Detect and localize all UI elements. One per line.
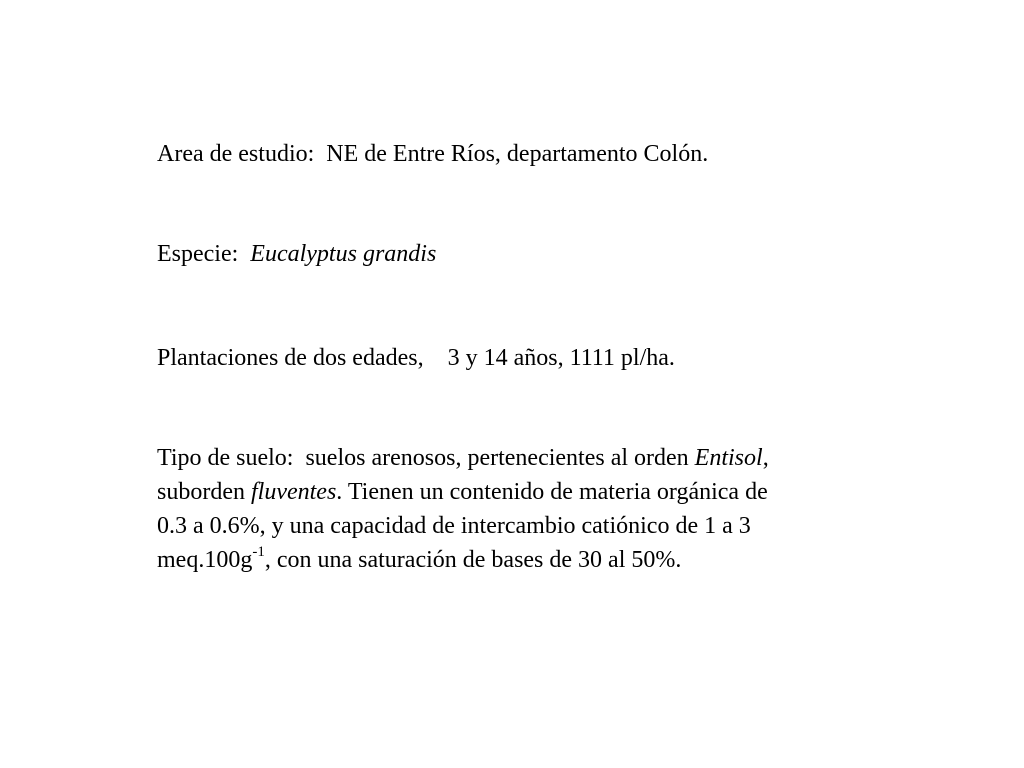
plantations-value: 3 y 14 años, 1111 pl/ha. — [447, 345, 675, 371]
soil-label: Tipo de suelo: — [157, 445, 294, 471]
soil-order-term: Entisol — [694, 445, 763, 471]
soil-line-2 — [157, 475, 917, 509]
soil-line-4-end: , con una saturación de bases de 30 al 50%. — [264, 547, 682, 573]
soil-line-1-end: , — [762, 445, 769, 471]
soil-line-1-text: suelos arenosos, pertenecientes al orden — [305, 445, 695, 471]
soil-line-1 — [157, 441, 917, 475]
plantations-label: Plantaciones de dos edades, — [157, 345, 424, 371]
species-paragraph — [157, 237, 917, 271]
study-area-paragraph — [157, 137, 917, 171]
soil-line-4-text: meq.100g — [157, 547, 253, 573]
soil-line-2-text: suborden — [157, 479, 251, 505]
species-value: Eucalyptus grandis — [250, 241, 437, 267]
soil-suborder-term: fluventes — [250, 479, 337, 505]
study-area-label: Area de estudio: — [157, 141, 315, 167]
soil-line-3: 0.3 a 0.6%, y una capacidad de intercambio catiónico de 1 a 3 — [157, 513, 751, 539]
unit-exponent: -1 — [252, 544, 265, 560]
plantations-paragraph — [157, 341, 917, 375]
species-label: Especie: — [157, 241, 239, 267]
soil-line-2-end: . Tienen un contenido de materia orgánica de — [336, 479, 768, 505]
soil-line-4 — [157, 543, 917, 577]
soil-type-paragraph — [157, 441, 917, 577]
study-area-value: NE de Entre Ríos, departamento Colón. — [326, 141, 709, 167]
